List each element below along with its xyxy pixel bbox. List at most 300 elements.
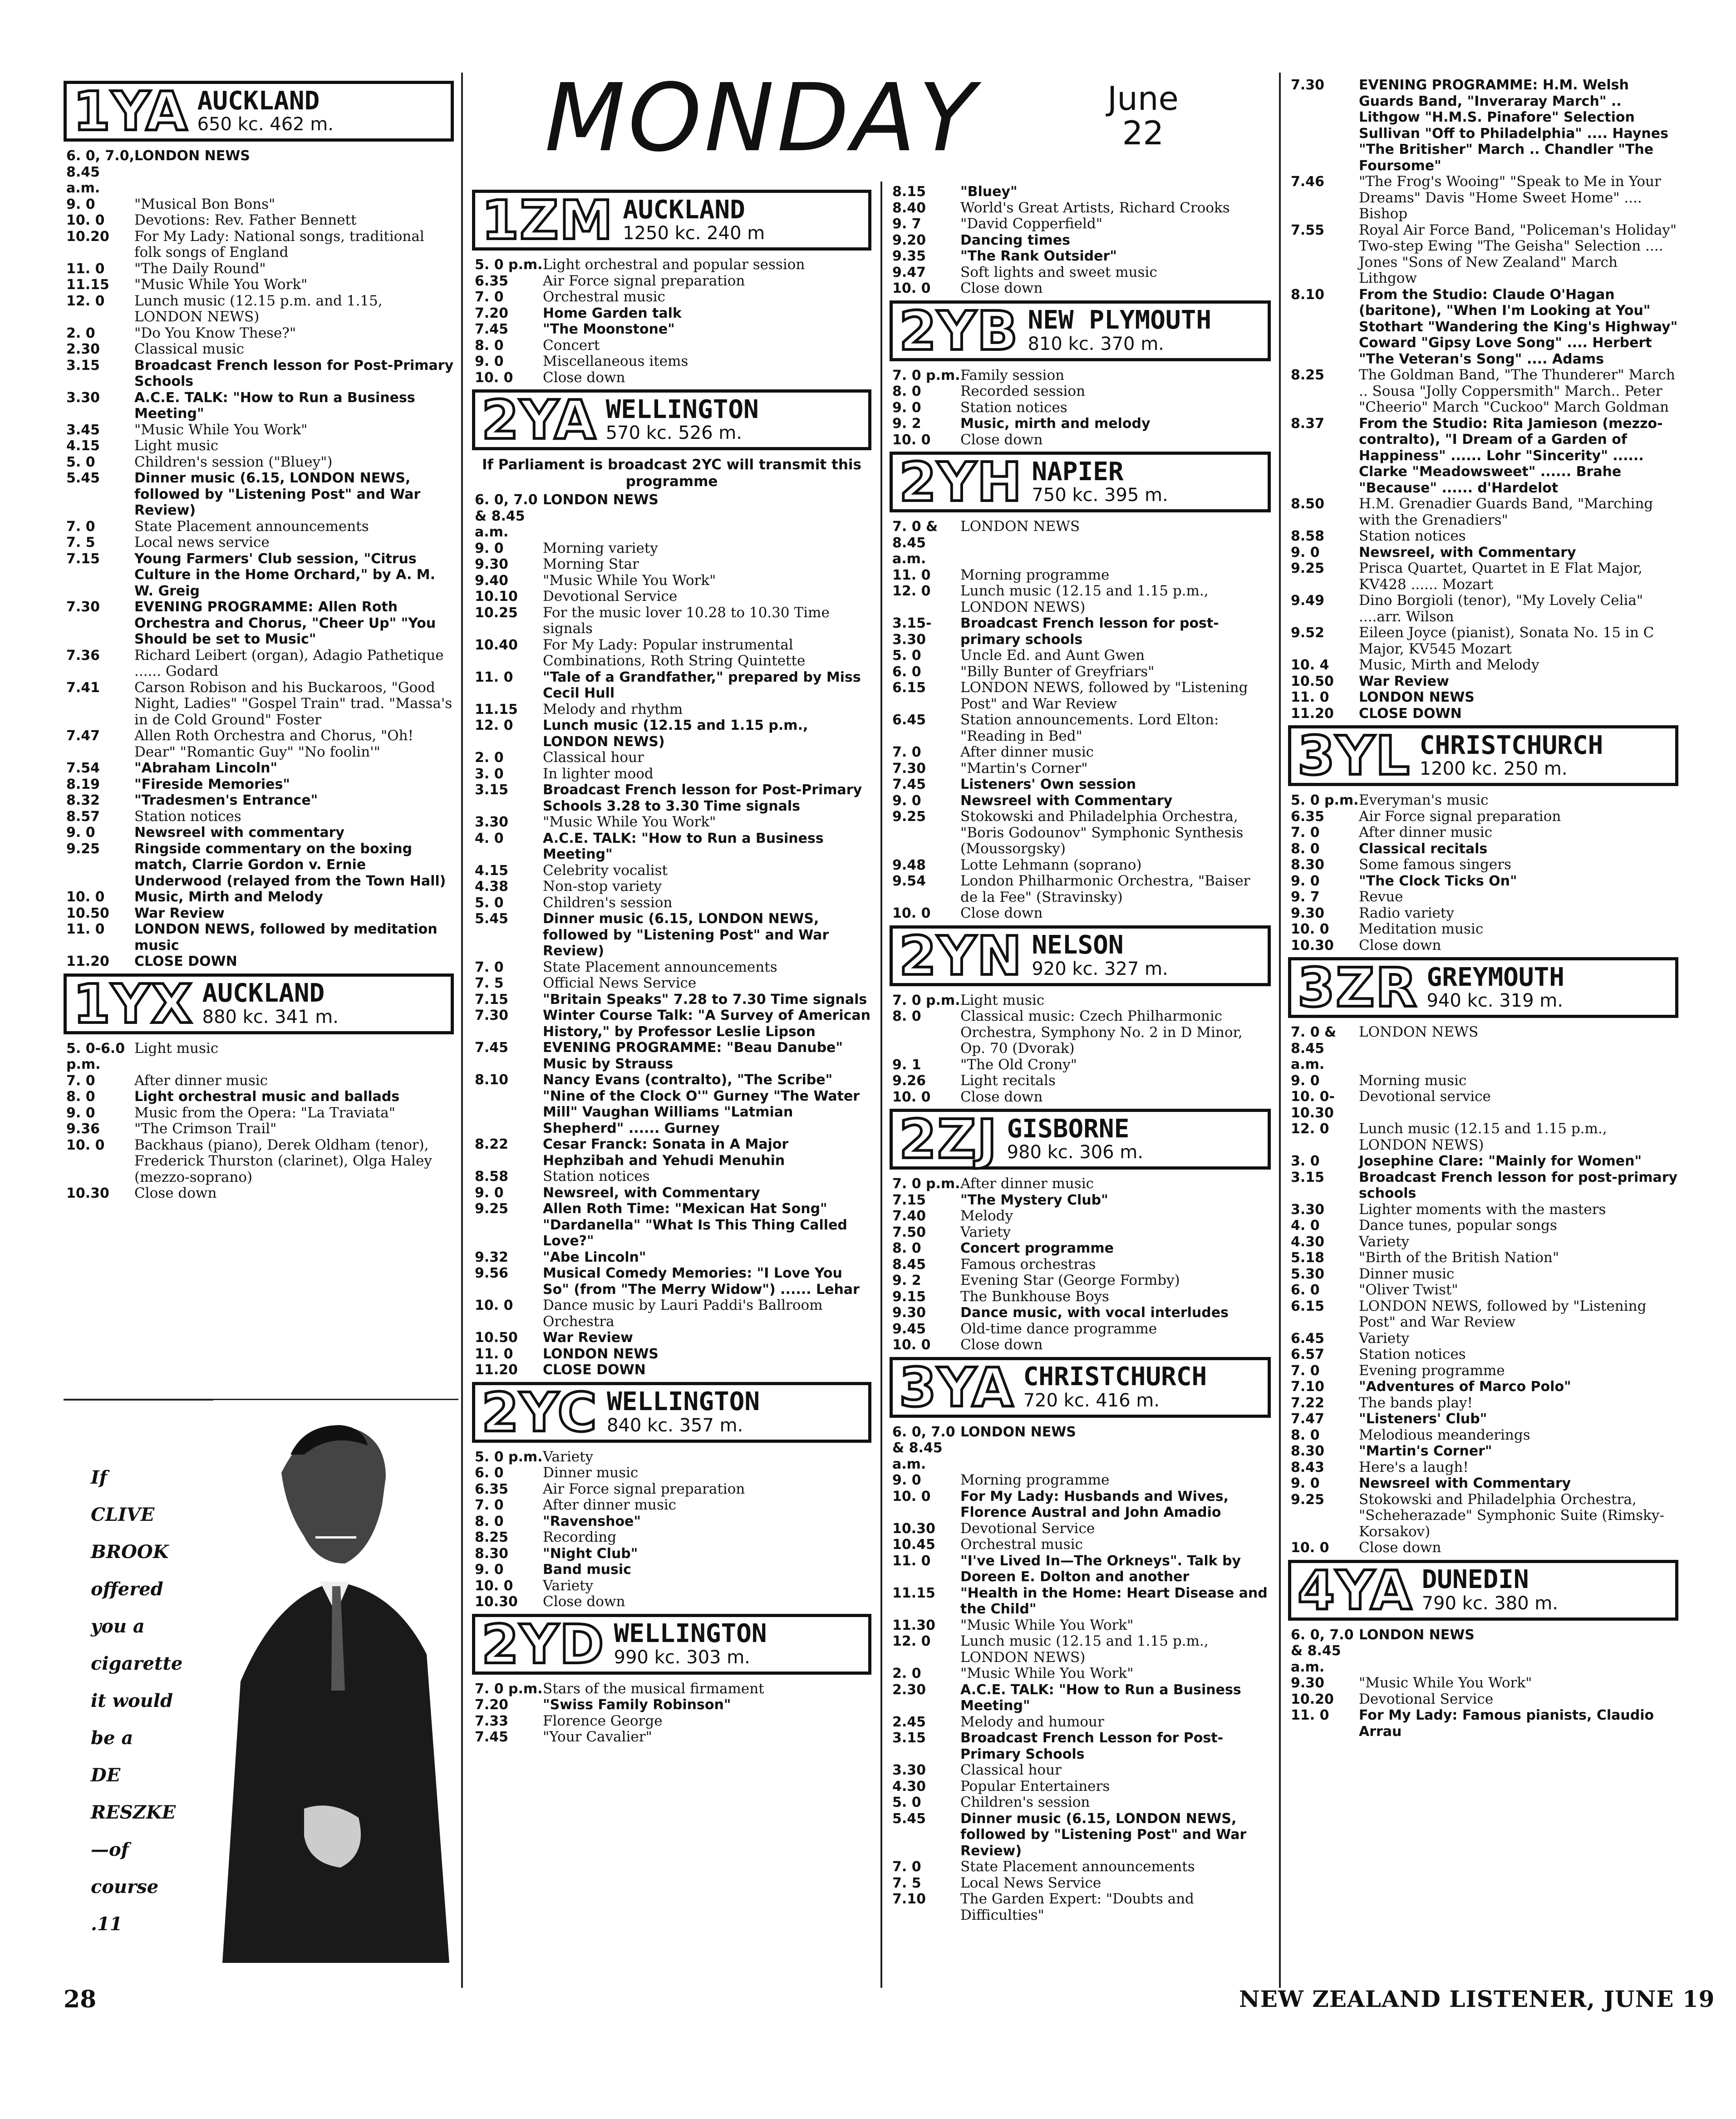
programme-time: 10.20 (1291, 1691, 1334, 1707)
programme-time: 7. 0 & 8.45 a.m. (892, 519, 938, 567)
programme-title: Close down (960, 431, 1043, 448)
programme-row (1288, 1218, 1678, 1234)
programme-row (472, 1201, 871, 1249)
programme-time: 7. 0 & 8.45 a.m. (1291, 1024, 1337, 1072)
programme-title: Classical music: Czech Philharmonic Orchestra, Symphony No. 2 in D Minor, Op. 70 (Dvorak) (960, 1008, 1243, 1057)
programme-title: Old-time dance programme (960, 1320, 1157, 1337)
programme-title: State Placement announcements (543, 959, 777, 975)
programme-time: 9. 0 (1291, 873, 1320, 889)
programme-time: 5. 0 p.m. (475, 257, 543, 273)
programme-time: 9.47 (892, 264, 926, 280)
programme-row (472, 305, 871, 322)
programme-row (64, 261, 454, 277)
programme-row (472, 1529, 871, 1546)
station-frequency: 990 kc. 303 m. (614, 1647, 750, 1668)
programme-row (890, 1089, 1271, 1106)
programme-title: CLOSE DOWN (1359, 705, 1462, 722)
programme-time: 9.26 (892, 1073, 926, 1089)
programme-time: 10. 0 (892, 905, 931, 921)
programme-title: Broadcast French lesson for post-primary schools (960, 615, 1219, 648)
programme-title: "Music While You Work" (134, 276, 308, 293)
programme-row (1288, 1024, 1678, 1073)
programme-time: 5.45 (475, 911, 509, 927)
programme-title: Morning Star (543, 556, 639, 573)
programme-time: 10. 0 (1291, 1540, 1329, 1556)
portrait-photo (213, 1400, 458, 1963)
programme-title: "Abraham Lincoln" (134, 760, 278, 776)
month-label: June (1107, 79, 1179, 118)
programme-time: 7.50 (892, 1224, 926, 1240)
programme-time: 12. 0 (475, 718, 513, 734)
programme-time: 7.54 (66, 760, 100, 776)
programme-time: 11. 0 (892, 1553, 931, 1569)
programme-title: After dinner music (1359, 824, 1493, 841)
programme-time: 7.20 (475, 1697, 509, 1713)
programme-time: 6.45 (1291, 1330, 1325, 1347)
programme-row (890, 1289, 1271, 1305)
programme-time: 9.36 (66, 1121, 100, 1137)
programme-time: 5.45 (66, 470, 100, 486)
programme-row (472, 1729, 871, 1745)
station-header (890, 300, 1271, 361)
programme-title: Backhaus (piano), Derek Oldham (tenor), Frederick Thurston (clarinet), Olga Haley (mezzo-soprano) (134, 1136, 432, 1185)
column-rule (461, 73, 463, 1988)
programme-time: 7.47 (66, 728, 100, 744)
programme-title: Everyman's music (1359, 792, 1489, 808)
programme-row (64, 293, 454, 325)
station-city: WELLINGTON (614, 1619, 767, 1649)
programme-row (64, 454, 454, 471)
programme-row (1288, 809, 1678, 825)
programme-time: 6.15 (1291, 1298, 1325, 1314)
programme-row (890, 1682, 1271, 1714)
programme-title: "Abe Lincoln" (543, 1249, 646, 1265)
programme-time: 10. 0 (892, 1488, 931, 1504)
programme-row (64, 1137, 454, 1186)
programme-row (472, 1713, 871, 1730)
station-city: AUCKLAND (197, 86, 320, 116)
programme-title: Revue (1359, 889, 1403, 905)
programme-row (1288, 1675, 1678, 1691)
programme-title: Station notices (960, 399, 1067, 416)
programme-row (1288, 792, 1678, 809)
programme-time: 7. 0 (475, 1497, 504, 1514)
station-header (890, 1109, 1271, 1170)
ad-line: offered (91, 1578, 163, 1600)
programme-time: 10.30 (66, 1185, 109, 1201)
programme-time: 5. 0 (892, 648, 921, 664)
programme-title: Popular Entertainers (960, 1778, 1110, 1795)
programme-time: 3.15 (892, 1730, 926, 1746)
programme-row (890, 809, 1271, 857)
programme-row (890, 793, 1271, 809)
programme-title: "The Daily Round" (134, 260, 266, 277)
programme-time: 6.15 (892, 680, 926, 696)
programme-time: 3.15 (66, 357, 100, 374)
programme-title: Radio variety (1359, 905, 1454, 921)
station-frequency: 980 kc. 306 m. (1007, 1142, 1143, 1163)
programme-title: CLOSE DOWN (134, 954, 237, 969)
programme-row (472, 257, 871, 273)
programme-title: "Bluey" (960, 184, 1018, 200)
programme-title: Classical hour (543, 749, 644, 766)
programme-title: Nancy Evans (contralto), "The Scribe" "Nine of the Clock O'" Gurney "The Water Mill" Vaughan Williams "Latmian Shepherd" ...... Gurney (543, 1072, 860, 1136)
programme-row (472, 589, 871, 605)
programme-time: 7.30 (66, 599, 100, 615)
programme-row (890, 1208, 1271, 1224)
programme-row (1288, 1266, 1678, 1283)
programme-title: "Fireside Memories" (134, 776, 290, 792)
station-block (890, 184, 1271, 297)
programme-row (1288, 1298, 1678, 1331)
station-frequency: 810 kc. 370 m. (1028, 333, 1164, 354)
programme-time: 9.25 (1291, 560, 1325, 576)
programme-time: 11.30 (892, 1617, 935, 1633)
programme-row (472, 1362, 871, 1378)
programme-row (1288, 174, 1678, 222)
programme-time: 6. 0 (475, 1465, 504, 1481)
column-1 (64, 77, 454, 1202)
programme-row (1288, 1427, 1678, 1444)
programme-title: Station notices (134, 808, 241, 825)
programme-row (472, 1008, 871, 1040)
programme-title: Air Force signal preparation (543, 1480, 745, 1497)
programme-row (890, 1305, 1271, 1321)
programme-row (1288, 528, 1678, 545)
station-frequency: 1250 kc. 240 m (623, 223, 765, 244)
programme-time: 7. 0 (1291, 825, 1320, 841)
programme-time: 8.37 (1291, 415, 1325, 432)
programme-title: After dinner music (134, 1072, 268, 1089)
programme-time: 8.22 (475, 1136, 509, 1153)
programme-title: "I've Lived In—The Orkneys". Talk by Doreen E. Dolton and another (960, 1553, 1241, 1585)
programme-title: "Tradesmen's Entrance" (134, 792, 318, 808)
programme-row (1288, 367, 1678, 416)
programme-time: 9.45 (892, 1321, 926, 1337)
programme-title: Concert programme (960, 1240, 1114, 1256)
programme-row (1288, 938, 1678, 954)
programme-row (890, 368, 1271, 384)
programme-title: Devotional Service (960, 1520, 1095, 1537)
programme-title: Light orchestral and popular session (543, 256, 805, 273)
programme-time: 10. 0 (1291, 921, 1329, 937)
programme-title: Recorded session (960, 383, 1086, 399)
programme-time: 9. 0 (66, 825, 95, 841)
programme-time: 10. 0 (892, 432, 931, 448)
programme-time: 5.45 (892, 1810, 926, 1827)
programme-row (64, 728, 454, 760)
programme-title: Station notices (1359, 528, 1466, 544)
programme-time: 9. 0 (892, 399, 921, 416)
programme-row (472, 605, 871, 637)
programme-time: 7. 5 (892, 1875, 921, 1891)
programme-row (890, 1795, 1271, 1811)
programme-time: 10. 0 (66, 212, 105, 228)
programme-time: 11. 0 (66, 921, 105, 937)
station-info (614, 1621, 767, 1667)
programme-title: Devotions: Rev. Father Bennett (134, 212, 357, 228)
programme-row (64, 519, 454, 535)
programme-title: "The Crimson Trail" (134, 1121, 277, 1137)
programme-title: "Listeners' Club" (1359, 1411, 1487, 1427)
programme-row (1288, 1395, 1678, 1411)
programme-row (64, 809, 454, 825)
programme-title: "The Rank Outsider" (960, 248, 1117, 264)
programme-title: "Health in the Home: Heart Disease and the Child" (960, 1585, 1268, 1617)
programme-row (890, 216, 1271, 232)
programme-title: H.M. Grenadier Guards Band, "Marching with the Grenadiers" (1359, 496, 1653, 528)
page-number: 28 (64, 1986, 97, 2013)
programme-row (890, 432, 1271, 448)
programme-time: 7. 0 (475, 959, 504, 975)
programme-time: 10.20 (66, 228, 109, 245)
programme-time: 6. 0, 7.0 & 8.45 a.m. (892, 1424, 955, 1472)
station-header (472, 1382, 871, 1443)
programme-time: 2. 0 (892, 1666, 921, 1681)
programme-row (64, 599, 454, 648)
programme-row (1288, 706, 1678, 722)
programme-title: Official News Service (543, 975, 697, 992)
programme-time: 8.10 (475, 1072, 509, 1088)
programme-title: Newsreel with Commentary (1359, 1475, 1571, 1491)
programme-time: 11. 0 (1291, 689, 1329, 705)
programme-row (1288, 496, 1678, 528)
programme-row (64, 1185, 454, 1202)
programme-title: EVENING PROGRAMME: "Beau Danube" Music by Strauss (543, 1040, 843, 1072)
programme-row (890, 1553, 1271, 1585)
programme-time: 9.20 (892, 232, 926, 248)
programme-time: 7. 0 p.m. (892, 992, 960, 1008)
programme-time: 9. 0 (475, 354, 504, 369)
programme-row (890, 1762, 1271, 1779)
programme-row (890, 1585, 1271, 1618)
programme-time: 10. 0 (475, 369, 513, 386)
programme-time: 9. 7 (892, 216, 921, 232)
programme-title: Newsreel, with Commentary (1359, 544, 1576, 560)
programme-time: 10. 0 (892, 1089, 931, 1105)
programme-title: Devotional Service (543, 588, 678, 605)
programme-title: Close down (960, 1088, 1043, 1105)
programme-row (472, 1594, 871, 1610)
programme-time: 9. 0 (892, 1472, 921, 1488)
station-info (623, 197, 765, 244)
programme-title: Allen Roth Time: "Mexican Hat Song" "Dardanella" "What Is This Thing Called Love?" (543, 1201, 847, 1249)
programme-title: Listeners' Own session (960, 777, 1136, 792)
programme-time: 7.22 (1291, 1395, 1325, 1411)
programme-time: 6. 0, 7.0 & 8.45 a.m. (475, 492, 538, 541)
programme-time: 3.30 (475, 814, 509, 831)
programme-title: State Placement announcements (960, 1858, 1195, 1875)
programme-title: Music, mirth and melody (960, 416, 1151, 432)
programme-row (890, 777, 1271, 793)
programme-time: 9. 0 (892, 792, 921, 809)
programme-row (64, 1073, 454, 1089)
station-frequency: 570 kc. 526 m. (605, 423, 742, 444)
programme-title: For My Lady: National songs, traditional folk songs of England (134, 228, 424, 261)
programme-row (1288, 545, 1678, 561)
programme-title: "Music While You Work" (960, 1665, 1134, 1681)
programme-title: Classical recitals (1359, 841, 1488, 857)
programme-row (890, 1008, 1271, 1057)
station-frequency: 1200 kc. 250 m. (1419, 758, 1568, 780)
station-block (890, 300, 1271, 448)
programme-title: Lunch music (12.15 and 1.15 p.m., LONDON NEWS) (960, 583, 1209, 615)
programme-row (64, 792, 454, 809)
programme-title: Eileen Joyce (pianist), Sonata No. 15 in C Major, KV545 Mozart (1359, 624, 1654, 657)
programme-title: Station notices (1359, 1346, 1466, 1362)
programme-row (890, 1073, 1271, 1089)
programme-time: 7. 0 (66, 518, 95, 535)
programme-row (890, 1666, 1271, 1682)
programme-time: 9.30 (1291, 905, 1325, 921)
programme-title: Close down (134, 1185, 217, 1201)
programme-row (472, 879, 871, 895)
programme-title: Lunch music (12.15 p.m. and 1.15, LONDON NEWS) (134, 292, 383, 325)
programme-title: Florence George (543, 1712, 663, 1729)
ad-line: you a (91, 1616, 145, 1637)
programme-row (64, 148, 454, 197)
programme-time: 7.55 (1291, 222, 1325, 238)
programme-time: 7. 5 (475, 975, 504, 992)
programme-title: "The Frog's Wooing" "Speak to Me in Your Dreams" Davis "Home Sweet Home" .... Bishop (1359, 173, 1661, 222)
ad-copy (91, 1459, 182, 1943)
station-info (1023, 1364, 1207, 1411)
programme-row (1288, 1170, 1678, 1202)
programme-row (1288, 689, 1678, 706)
programme-time: 10.30 (1291, 937, 1334, 954)
programme-row (890, 1192, 1271, 1209)
station-block (472, 190, 871, 386)
programme-row (472, 1514, 871, 1530)
programme-time: 12. 0 (66, 293, 105, 309)
programme-row (890, 519, 1271, 567)
programme-title: LONDON NEWS (960, 518, 1080, 535)
programme-row (890, 873, 1271, 905)
programme-time: 8. 0 (475, 1513, 504, 1529)
programme-title: "Billy Bunter of Greyfriars" (960, 663, 1155, 680)
programme-row (890, 1521, 1271, 1537)
programme-title: Lunch music (12.15 and 1.15 p.m., LONDON NEWS) (960, 1633, 1209, 1666)
programme-title: Dance music, with vocal interludes (960, 1305, 1229, 1321)
programme-title: Music from the Opera: "La Traviata" (134, 1104, 396, 1121)
programme-time: 8. 0 (475, 337, 504, 354)
programme-title: "The Moonstone" (543, 321, 675, 337)
programme-title: Morning programme (960, 1472, 1110, 1488)
programme-title: Some famous singers (1359, 856, 1511, 873)
programme-time: 8. 0 (892, 1240, 921, 1256)
date-number: 22 (1122, 113, 1164, 152)
date-block (1107, 79, 1179, 152)
station-header (472, 389, 871, 450)
programme-row (1288, 1707, 1678, 1740)
ad-line: be a (91, 1727, 133, 1749)
programme-time: 3.15 (475, 782, 509, 798)
programme-time: 9. 0 (475, 540, 504, 556)
programme-time: 5. 0 p.m. (475, 1449, 543, 1465)
programme-time: 5.18 (1291, 1250, 1325, 1266)
station-city: NEW PLYMOUTH (1028, 305, 1212, 335)
programme-time: 9. 7 (1291, 889, 1320, 905)
programme-row (890, 905, 1271, 922)
programme-title: Dance tunes, popular songs (1359, 1217, 1557, 1234)
programme-time: 9. 2 (892, 1273, 921, 1288)
ad-line: CLIVE (91, 1504, 155, 1525)
programme-row (1288, 921, 1678, 938)
programme-row (890, 744, 1271, 761)
programme-time: 5. 0 (892, 1795, 921, 1810)
programme-time: 8.30 (475, 1545, 509, 1562)
programme-row (472, 273, 871, 290)
station-info (202, 980, 339, 1027)
programme-title: Uncle Ed. and Aunt Gwen (960, 647, 1145, 664)
programme-row (64, 422, 454, 438)
programme-time: 7.10 (1291, 1379, 1325, 1395)
programme-row (472, 492, 871, 541)
programme-title: After dinner music (960, 744, 1094, 760)
programme-title: Josephine Clare: "Mainly for Women" (1359, 1153, 1642, 1169)
programme-title: Famous orchestras (960, 1256, 1096, 1273)
programme-title: Air Force signal preparation (1359, 808, 1561, 825)
station-info (1419, 730, 1603, 780)
programme-time: 8.45 (892, 1256, 926, 1273)
programme-row (472, 289, 871, 305)
programme-row (1288, 905, 1678, 922)
programme-time: 9.35 (892, 248, 926, 264)
programme-time: 4.30 (892, 1778, 926, 1795)
programme-time: 2.30 (892, 1681, 926, 1698)
programme-row (890, 416, 1271, 432)
programme-time: 7.20 (475, 305, 509, 321)
programme-time: 8. 0 (66, 1089, 95, 1105)
station-info (607, 1389, 760, 1436)
programme-time: 9.52 (1291, 625, 1325, 641)
programme-time: 7.15 (475, 991, 509, 1008)
programme-row (1288, 1121, 1678, 1153)
programme-row (890, 567, 1271, 584)
programme-title: Royal Air Force Band, "Policeman's Holiday" Two-step Ewing "The Geisha" Selection .... Jones "Sons of New Zealand" March Lithgow (1359, 221, 1677, 286)
programme-title: The Bunkhouse Boys (960, 1288, 1109, 1305)
programme-time: 7. 0 (892, 1859, 921, 1875)
programme-row (890, 1257, 1271, 1273)
station-info (1032, 459, 1168, 506)
programme-time: 7. 0 (1291, 1362, 1320, 1379)
programme-time: 7.40 (892, 1208, 926, 1224)
programme-time: 3.15-3.30 (892, 615, 932, 648)
column-2 (472, 186, 871, 1745)
programme-row (890, 993, 1271, 1009)
ad-line: BROOK (91, 1541, 169, 1563)
programme-row (472, 992, 871, 1008)
programme-title: Light recitals (960, 1072, 1056, 1089)
programme-time: 12. 0 (1291, 1121, 1329, 1137)
programme-title: EVENING PROGRAMME: H.M. Welsh Guards Band, "Inveraray March" .. Lithgow "H.M.S. Pinafore" Selection Sullivan "Off to Philadelphia" .... Haynes "The Britisher" March .. Chandler "The Foursome" (1359, 77, 1668, 174)
programme-row (890, 1779, 1271, 1795)
programme-row (472, 863, 871, 879)
station-info (1032, 932, 1168, 979)
station-block (472, 389, 871, 1378)
programme-title: The Garden Expert: "Doubts and Difficulties" (960, 1891, 1194, 1923)
programme-time: 10. 4 (1291, 657, 1329, 673)
programme-time: 2.30 (66, 341, 100, 357)
programme-title: Light music (134, 438, 219, 454)
programme-row (472, 1578, 871, 1594)
programme-title: Melodious meanderings (1359, 1426, 1530, 1443)
programme-time: 2. 0 (66, 325, 95, 341)
programme-row (64, 438, 454, 454)
programme-row (472, 1136, 871, 1169)
programme-row (1288, 1089, 1678, 1121)
station-note: If Parliament is broadcast 2YC will transmit this programme (482, 457, 862, 490)
